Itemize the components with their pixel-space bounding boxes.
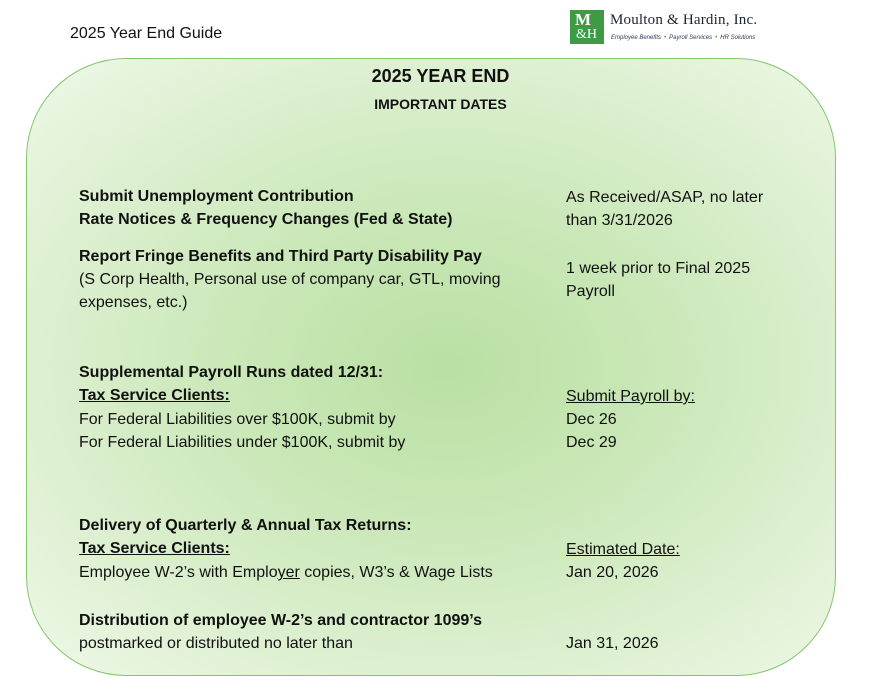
fringe-date-line1: 1 week prior to Final 2025 xyxy=(566,260,751,277)
distribution-detail: postmarked or distributed no later than xyxy=(79,635,353,652)
distribution-label: Distribution of employee W-2’s and contractor 1099’s xyxy=(79,612,483,629)
page-title: 2025 Year End Guide xyxy=(70,25,223,42)
unemployment-label-line2: Rate Notices & Frequency Changes (Fed & State) xyxy=(79,211,453,228)
logo-company-name: Moulton & Hardin, Inc. xyxy=(610,12,758,28)
returns-sub-label: Tax Service Clients: xyxy=(79,540,230,557)
tagline-dot-icon: • xyxy=(664,35,667,41)
supplemental-sub-label: Tax Service Clients: xyxy=(79,387,230,404)
unemployment-date-line1: As Received/ASAP, no later xyxy=(566,189,764,206)
logo-monogram-top: M xyxy=(575,10,592,29)
tagline-item: HR Solutions xyxy=(720,35,756,41)
supplemental-date2: Dec 29 xyxy=(566,434,617,451)
returns-label: Delivery of Quarterly & Annual Tax Returns: xyxy=(79,517,412,534)
main-heading: 2025 YEAR END xyxy=(371,66,510,86)
supplemental-date1: Dec 26 xyxy=(566,411,617,428)
returns-date1: Jan 20, 2026 xyxy=(566,564,659,581)
fringe-detail-line1: (S Corp Health, Personal use of company car, GTL, moving xyxy=(79,271,501,288)
tagline-item: Employee Benefits xyxy=(611,35,662,41)
sub-heading: IMPORTANT DATES xyxy=(374,96,507,112)
logo-monogram-bottom: &H xyxy=(576,27,597,42)
returns-row-post: copies, W3’s & Wage Lists xyxy=(299,564,493,581)
distribution-date: Jan 31, 2026 xyxy=(566,635,659,652)
supplemental-label: Supplemental Payroll Runs dated 12/31: xyxy=(79,364,384,381)
returns-row-underlined: yer xyxy=(277,564,300,581)
supplemental-date-header: Submit Payroll by: xyxy=(566,388,695,405)
fringe-label: Report Fringe Benefits and Third Party Disability Pay xyxy=(79,248,482,265)
returns-row-pre: Employee W-2’s with Emplo xyxy=(79,564,278,581)
returns-date-header: Estimated Date: xyxy=(566,541,680,558)
fringe-date-line2: Payroll xyxy=(566,283,615,300)
unemployment-date-line2: than 3/31/2026 xyxy=(566,212,673,229)
tagline-item: Payroll Services xyxy=(669,35,713,41)
logo-tagline xyxy=(611,35,755,41)
company-logo xyxy=(570,10,810,46)
logo-monogram xyxy=(570,10,604,44)
supplemental-row2: For Federal Liabilities under $100K, submit by xyxy=(79,434,406,451)
unemployment-label-line1: Submit Unemployment Contribution xyxy=(79,188,354,205)
returns-row xyxy=(79,561,493,584)
supplemental-row1: For Federal Liabilities over $100K, submit by xyxy=(79,411,396,428)
fringe-detail-line2: expenses, etc.) xyxy=(79,294,188,311)
tagline-dot-icon: • xyxy=(715,35,718,41)
